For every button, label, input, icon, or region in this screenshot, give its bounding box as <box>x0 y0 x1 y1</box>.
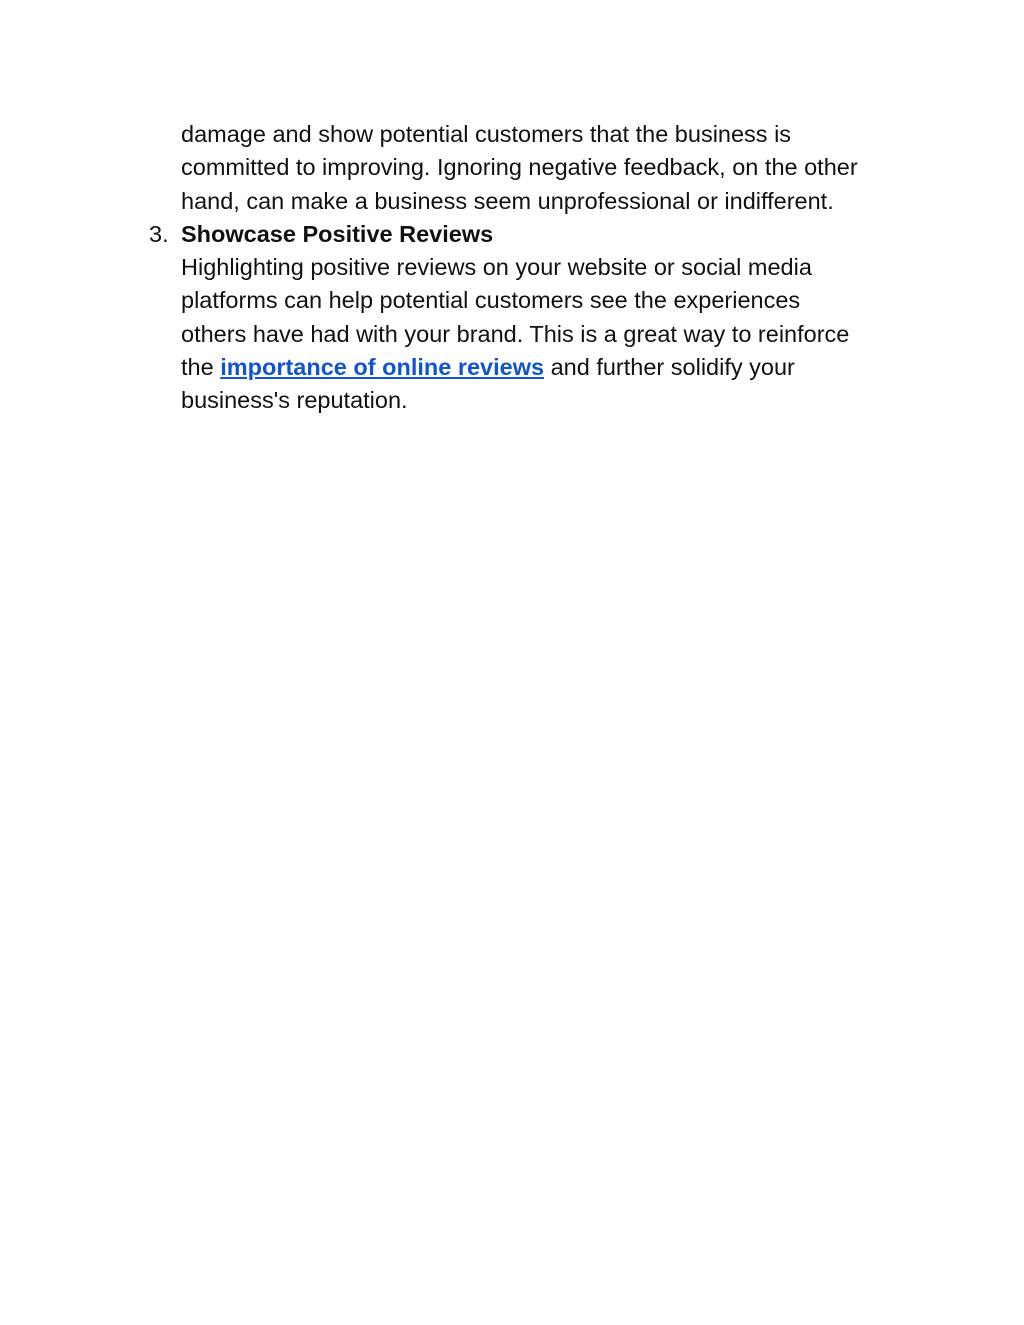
importance-of-online-reviews-link[interactable]: importance of online reviews <box>220 354 545 381</box>
list-item-3 <box>149 218 921 418</box>
body-text-after-link: and further solidify your business's reputation. <box>181 354 795 414</box>
body-text-before-link: Highlighting positive reviews on your website or social media platforms can help potential customers see the experiences others have had with your brand. This is a great way to reinforce the <box>181 254 850 381</box>
continuation-paragraph: damage and show potential customers that the business is committed to improving. Ignoring negative feedback, on the other hand, can make a business seem unprofessional or indifferent. <box>181 121 858 214</box>
list-item-body <box>181 251 921 417</box>
list-item-number: 3. <box>149 220 169 247</box>
document-body <box>149 118 921 418</box>
list-item-heading: Showcase Positive Reviews <box>181 220 494 247</box>
